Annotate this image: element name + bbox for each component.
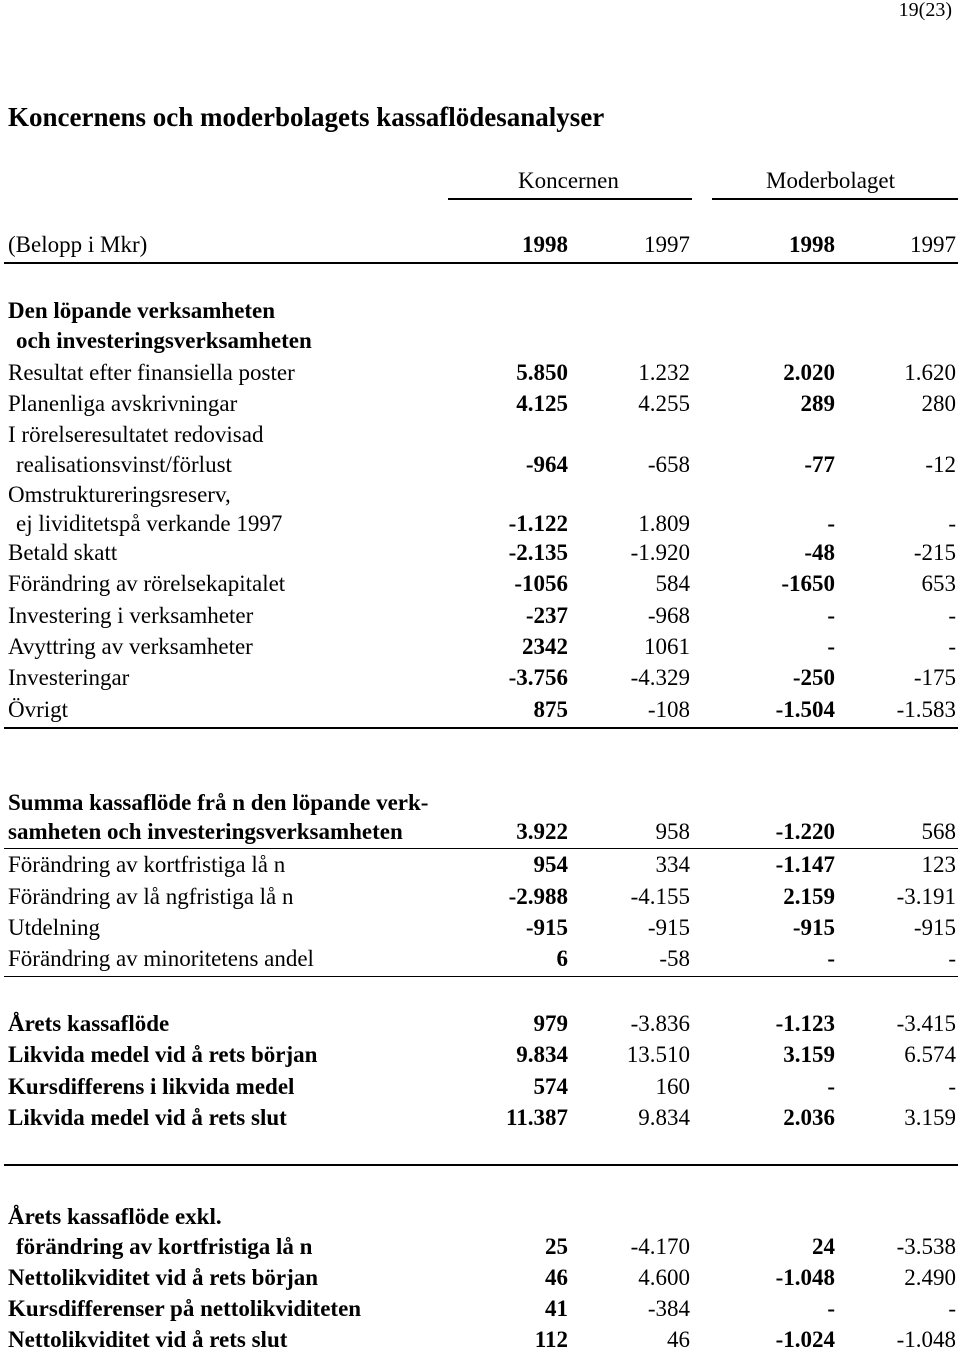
value-koncernen-1998: 6 <box>556 946 568 971</box>
year-moderbolaget-1997: 1997 <box>910 232 956 257</box>
table-row <box>0 1042 960 1072</box>
value-koncernen-1998: -2.988 <box>508 884 568 909</box>
row-label: förändring av kortfristiga lå n <box>16 1234 313 1259</box>
value-moderbolaget-1998: - <box>827 1296 835 1321</box>
value-moderbolaget-1998: - <box>827 946 835 971</box>
row-label: Årets kassaflöde exkl. <box>8 1204 222 1229</box>
value-koncernen-1998: -964 <box>525 452 568 477</box>
value-moderbolaget-1997: -3.415 <box>896 1011 956 1036</box>
value-koncernen-1997: 9.834 <box>638 1105 690 1130</box>
value-koncernen-1997: -968 <box>647 603 690 628</box>
value-moderbolaget-1998: -1.220 <box>775 819 835 844</box>
table-row <box>0 452 960 482</box>
value-moderbolaget-1997: - <box>948 946 956 971</box>
value-moderbolaget-1998: -77 <box>804 452 835 477</box>
row-label: Investering i verksamheter <box>8 603 254 628</box>
row-label: och investeringsverksamheten <box>16 328 312 353</box>
value-koncernen-1998: 41 <box>545 1296 568 1321</box>
table-row <box>0 1234 960 1264</box>
value-moderbolaget-1998: -1650 <box>781 571 835 596</box>
value-koncernen-1997: -4.155 <box>630 884 690 909</box>
table-row <box>0 1265 960 1295</box>
group-header-koncernen: Koncernen <box>518 168 619 193</box>
value-koncernen-1997: -108 <box>647 697 690 722</box>
row-label: Likvida medel vid å rets början <box>8 1042 318 1067</box>
value-koncernen-1998: 9.834 <box>516 1042 568 1067</box>
table-row <box>0 603 960 633</box>
value-koncernen-1997: -4.329 <box>630 665 690 690</box>
value-moderbolaget-1998: 2.020 <box>783 360 835 385</box>
value-moderbolaget-1998: - <box>827 603 835 628</box>
value-moderbolaget-1998: 24 <box>812 1234 835 1259</box>
page-number: 19(23) <box>898 0 952 21</box>
value-koncernen-1998: 25 <box>545 1234 568 1259</box>
section-rule <box>4 727 958 729</box>
value-moderbolaget-1998: -1.504 <box>775 697 835 722</box>
value-koncernen-1998: 875 <box>533 697 568 722</box>
row-label: Övrigt <box>8 697 69 722</box>
table-row <box>0 819 960 849</box>
value-moderbolaget-1998: - <box>827 634 835 659</box>
section-rule <box>4 1164 958 1166</box>
value-moderbolaget-1997: 123 <box>921 852 956 877</box>
value-moderbolaget-1997: -175 <box>913 665 956 690</box>
value-koncernen-1997: 584 <box>655 571 690 596</box>
value-koncernen-1998: -915 <box>525 915 568 940</box>
value-moderbolaget-1998: 3.159 <box>783 1042 835 1067</box>
value-koncernen-1997: 46 <box>667 1327 690 1352</box>
table-row <box>0 1105 960 1135</box>
value-moderbolaget-1998: -48 <box>804 540 835 565</box>
row-label: Omstruktureringsreserv, <box>8 482 231 507</box>
table-row <box>0 571 960 601</box>
row-label: Summa kassaflöde frå n den löpande verk- <box>8 790 429 815</box>
value-koncernen-1998: 979 <box>533 1011 568 1036</box>
value-moderbolaget-1997: -1.048 <box>896 1327 956 1352</box>
table-row <box>0 634 960 664</box>
row-label: Den löpande verksamheten <box>8 298 276 323</box>
row-label: Förändring av rörelsekapitalet <box>8 571 286 596</box>
table-row <box>0 1074 960 1104</box>
table-row <box>0 360 960 390</box>
value-moderbolaget-1998: - <box>827 511 835 536</box>
value-koncernen-1998: 4.125 <box>516 391 568 416</box>
value-koncernen-1997: -58 <box>659 946 690 971</box>
table-row <box>0 915 960 945</box>
value-koncernen-1998: -3.756 <box>508 665 568 690</box>
subtotal-rule <box>4 848 958 849</box>
value-moderbolaget-1998: -1.024 <box>775 1327 835 1352</box>
year-koncernen-1998: 1998 <box>522 232 568 257</box>
value-moderbolaget-1997: 568 <box>921 819 956 844</box>
row-label: I rörelseresultatet redovisad <box>8 422 264 447</box>
value-koncernen-1998: -1056 <box>514 571 568 596</box>
value-koncernen-1997: 334 <box>655 852 690 877</box>
row-label: Investeringar <box>8 665 130 690</box>
value-koncernen-1998: 112 <box>534 1327 568 1352</box>
value-moderbolaget-1997: - <box>948 603 956 628</box>
table-row <box>0 790 960 820</box>
value-moderbolaget-1997: 280 <box>921 391 956 416</box>
value-moderbolaget-1998: 2.036 <box>783 1105 835 1130</box>
value-koncernen-1997: 1061 <box>644 634 690 659</box>
header-rule <box>4 262 958 264</box>
row-label: Avyttring av verksamheter <box>8 634 253 659</box>
value-koncernen-1998: 3.922 <box>516 819 568 844</box>
value-koncernen-1998: -2.135 <box>508 540 568 565</box>
value-koncernen-1997: 13.510 <box>626 1042 690 1067</box>
value-moderbolaget-1997: - <box>948 1296 956 1321</box>
section-heading <box>0 298 960 328</box>
value-moderbolaget-1997: 6.574 <box>904 1042 956 1067</box>
value-moderbolaget-1997: - <box>948 634 956 659</box>
value-koncernen-1998: -237 <box>525 603 568 628</box>
value-koncernen-1997: -915 <box>647 915 690 940</box>
subtotal-rule <box>4 976 958 977</box>
value-koncernen-1997: 1.232 <box>638 360 690 385</box>
table-row <box>0 884 960 914</box>
value-moderbolaget-1998: -1.147 <box>775 852 835 877</box>
value-moderbolaget-1997: 1.620 <box>904 360 956 385</box>
column-header-row <box>0 232 960 262</box>
value-moderbolaget-1998: -1.048 <box>775 1265 835 1290</box>
amount-unit-label: (Belopp i Mkr) <box>8 232 148 257</box>
value-moderbolaget-1997: 2.490 <box>904 1265 956 1290</box>
row-label: Planenliga avskrivningar <box>8 391 238 416</box>
value-moderbolaget-1997: -3.538 <box>896 1234 956 1259</box>
value-koncernen-1997: 4.255 <box>638 391 690 416</box>
table-row <box>0 946 960 976</box>
value-koncernen-1997: 1.809 <box>638 511 690 536</box>
value-moderbolaget-1998: 289 <box>800 391 835 416</box>
value-koncernen-1998: 954 <box>533 852 568 877</box>
table-row <box>0 697 960 727</box>
value-moderbolaget-1997: - <box>948 1074 956 1099</box>
value-koncernen-1997: 160 <box>655 1074 690 1099</box>
value-moderbolaget-1998: -1.123 <box>775 1011 835 1036</box>
row-label: ej lividitetspå verkande 1997 <box>16 511 283 536</box>
value-koncernen-1998: 574 <box>533 1074 568 1099</box>
group-rule-koncernen <box>448 198 692 200</box>
row-label: realisationsvinst/förlust <box>16 452 232 477</box>
table-row <box>0 422 960 452</box>
row-label: Förändring av lå ngfristiga lå n <box>8 884 294 909</box>
value-moderbolaget-1997: - <box>948 511 956 536</box>
value-moderbolaget-1997: 3.159 <box>904 1105 956 1130</box>
value-moderbolaget-1998: -915 <box>792 915 835 940</box>
row-label: Resultat efter finansiella poster <box>8 360 295 385</box>
row-label: Kursdifferenser på nettolikviditeten <box>8 1296 362 1321</box>
value-koncernen-1998: -1.122 <box>508 511 568 536</box>
row-label: Betald skatt <box>8 540 118 565</box>
table-row <box>0 665 960 695</box>
table-row <box>0 391 960 421</box>
value-koncernen-1998: 11.387 <box>506 1105 568 1130</box>
row-label: Utdelning <box>8 915 100 940</box>
value-koncernen-1998: 2342 <box>522 634 568 659</box>
value-koncernen-1998: 46 <box>545 1265 568 1290</box>
table-row <box>0 1296 960 1326</box>
value-moderbolaget-1997: -3.191 <box>896 884 956 909</box>
row-label: Årets kassaflöde <box>8 1011 170 1036</box>
value-moderbolaget-1997: -1.583 <box>896 697 956 722</box>
table-row <box>0 1327 960 1357</box>
value-moderbolaget-1997: -12 <box>925 452 956 477</box>
value-moderbolaget-1998: - <box>827 1074 835 1099</box>
value-koncernen-1997: -4.170 <box>630 1234 690 1259</box>
value-moderbolaget-1997: -915 <box>913 915 956 940</box>
group-rule-moderbolaget <box>712 198 958 200</box>
table-row <box>0 511 960 541</box>
group-header-moderbolaget: Moderbolaget <box>766 168 896 193</box>
row-label: Nettolikviditet vid å rets början <box>8 1265 319 1290</box>
table-row <box>0 540 960 570</box>
value-koncernen-1997: 4.600 <box>638 1265 690 1290</box>
value-koncernen-1997: 958 <box>655 819 690 844</box>
value-koncernen-1997: -1.920 <box>630 540 690 565</box>
section-heading <box>0 328 960 358</box>
row-label: samheten och investeringsverksamheten <box>8 819 403 844</box>
row-label: Förändring av kortfristiga lå n <box>8 852 286 877</box>
table-row <box>0 1204 960 1234</box>
table-row <box>0 482 960 512</box>
value-moderbolaget-1998: -250 <box>792 665 835 690</box>
value-moderbolaget-1997: 653 <box>921 571 956 596</box>
value-koncernen-1997: -3.836 <box>630 1011 690 1036</box>
year-moderbolaget-1998: 1998 <box>789 232 835 257</box>
value-koncernen-1997: -384 <box>647 1296 690 1321</box>
table-row <box>0 852 960 882</box>
value-moderbolaget-1998: 2.159 <box>783 884 835 909</box>
value-moderbolaget-1997: -215 <box>913 540 956 565</box>
page-title: Koncernens och moderbolagets kassaflödesanalyser <box>8 102 605 132</box>
row-label: Förändring av minoritetens andel <box>8 946 314 971</box>
value-koncernen-1997: -658 <box>647 452 690 477</box>
value-koncernen-1998: 5.850 <box>516 360 568 385</box>
year-koncernen-1997: 1997 <box>644 232 690 257</box>
row-label: Likvida medel vid å rets slut <box>8 1105 287 1130</box>
table-row <box>0 1011 960 1041</box>
row-label: Kursdifferens i likvida medel <box>8 1074 295 1099</box>
row-label: Nettolikviditet vid å rets slut <box>8 1327 288 1352</box>
